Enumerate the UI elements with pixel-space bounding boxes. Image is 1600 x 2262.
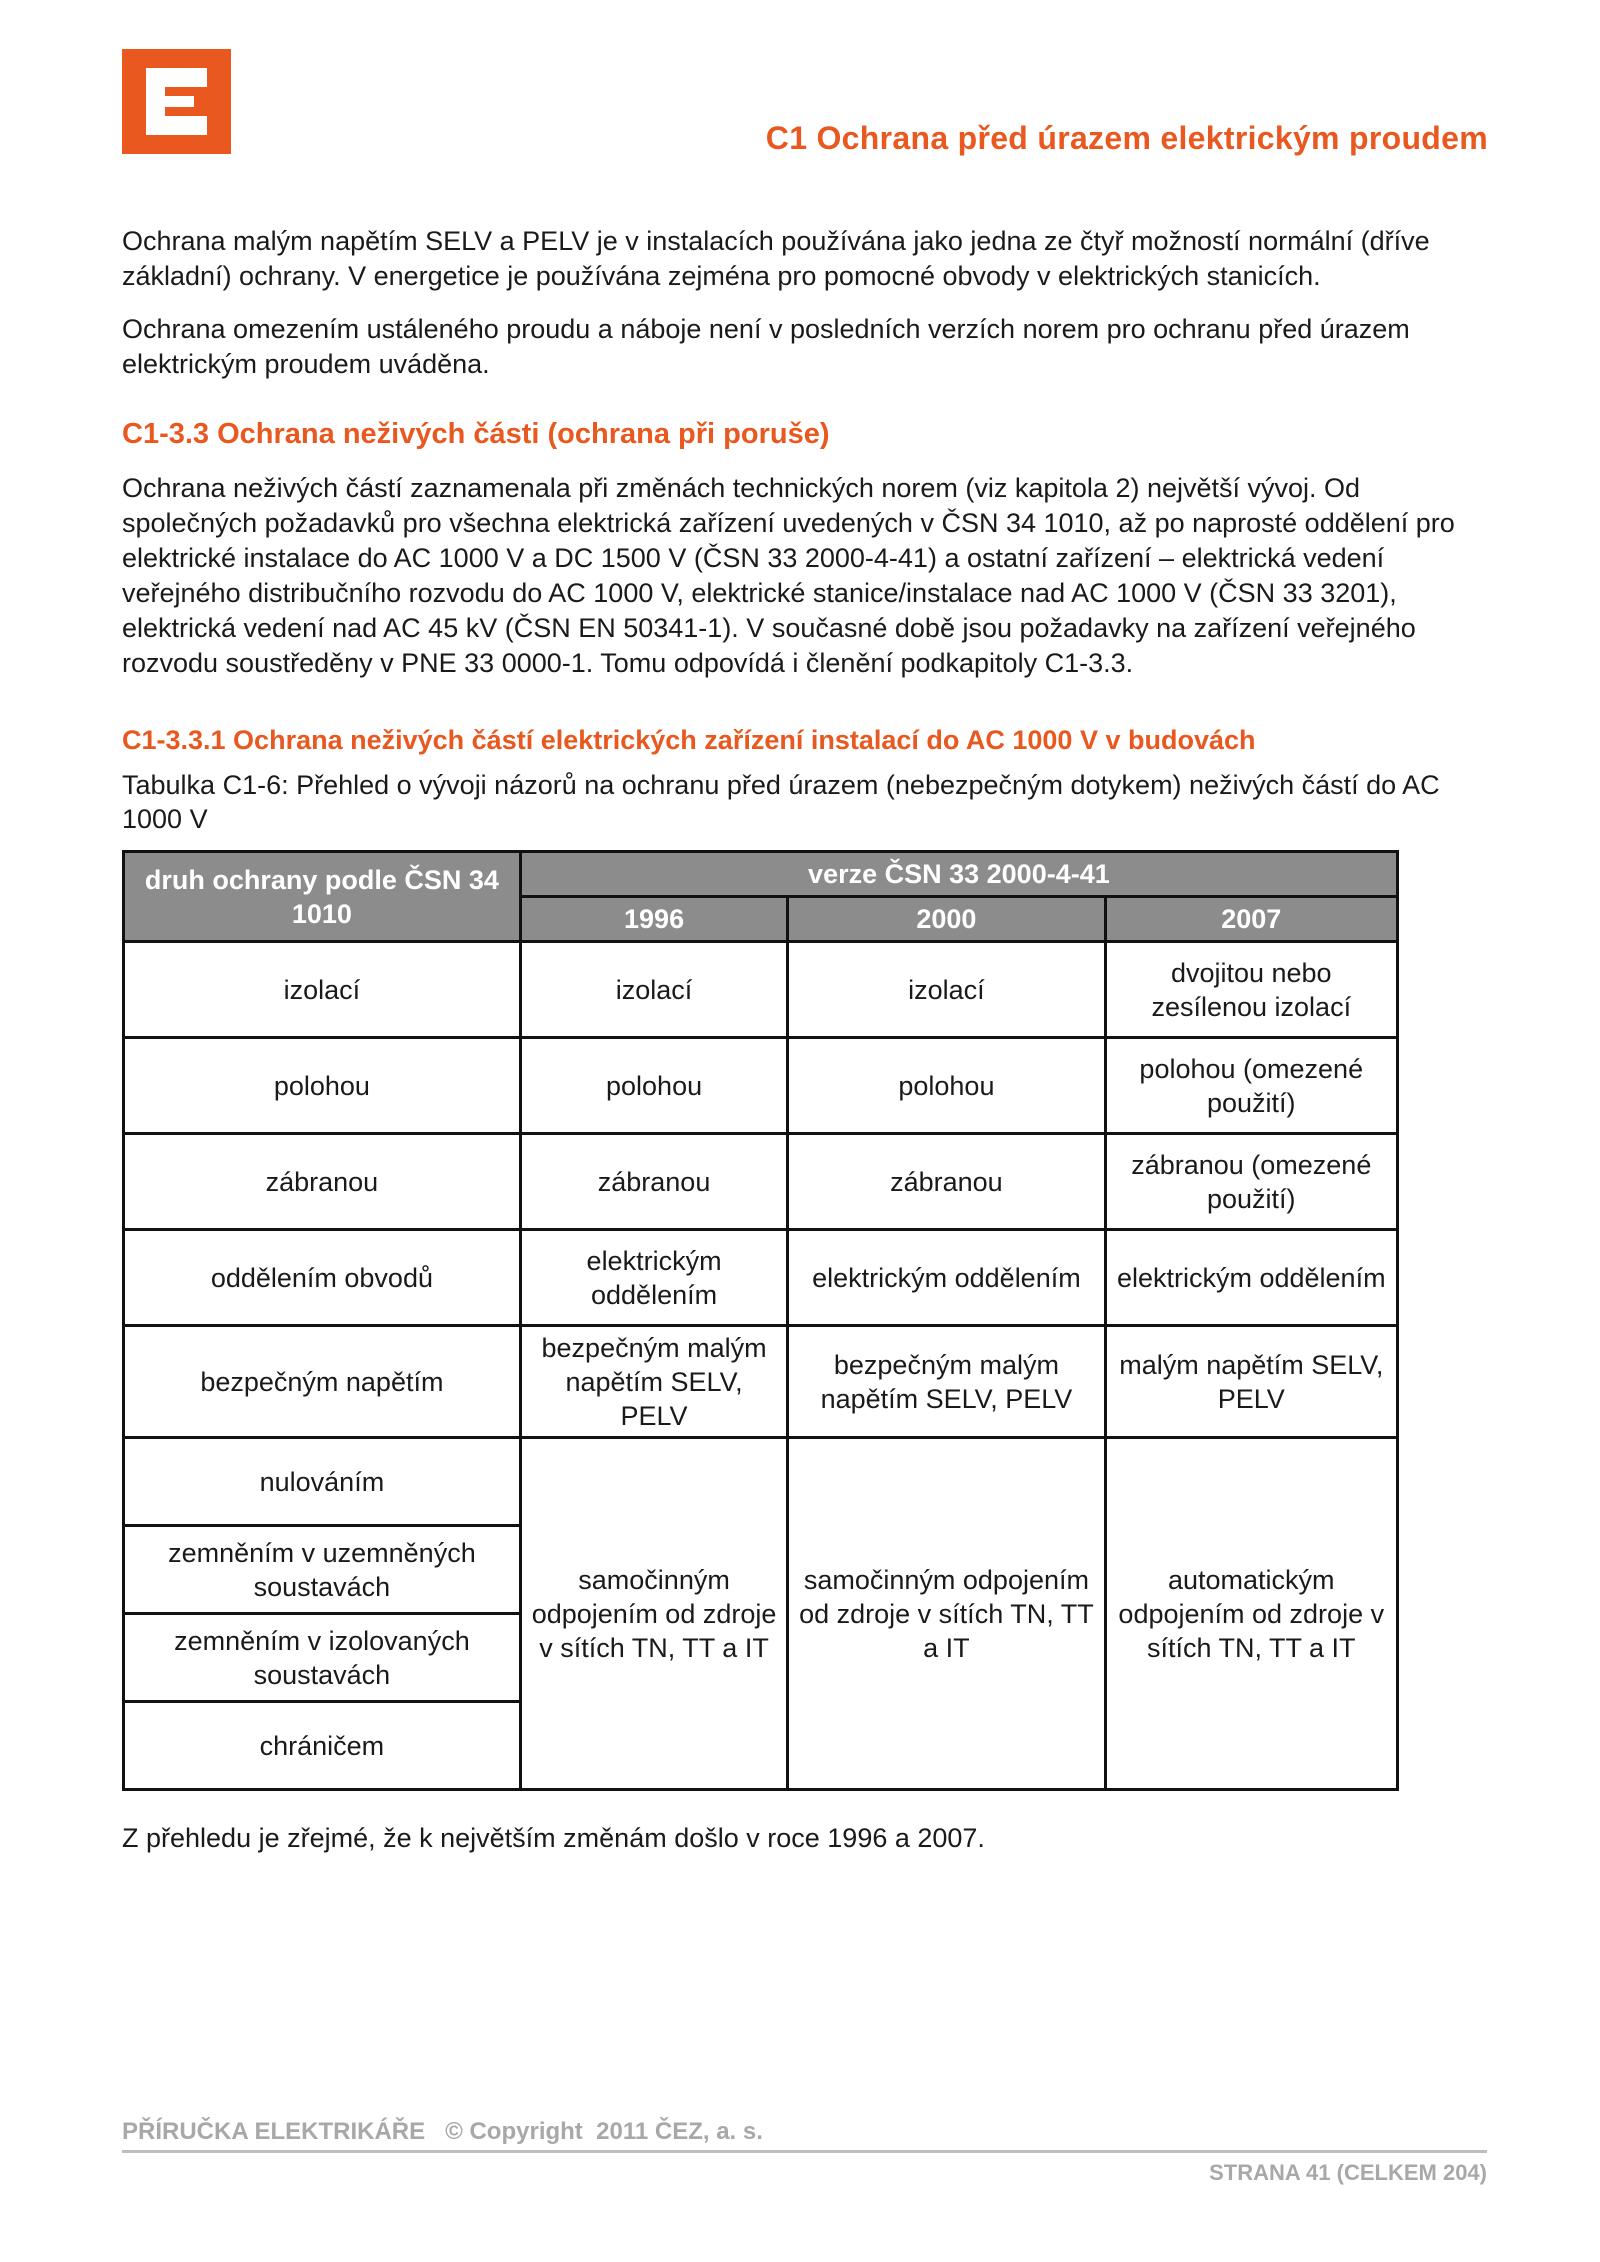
table-cell: elektrickým oddělením — [520, 1230, 787, 1326]
table-cell: elektrickým oddělením — [1105, 1230, 1397, 1326]
cez-logo — [122, 49, 231, 154]
col-header-year: 2007 — [1105, 897, 1397, 942]
table-cell: dvojitou nebo zesílenou izolací — [1105, 942, 1397, 1038]
table-cell: bezpečným napětím — [124, 1326, 521, 1438]
table-row — [124, 1326, 1398, 1438]
protection-table — [122, 850, 1399, 1791]
section-paragraph: Ochrana neživých částí zaznamenala při změnách technických norem (viz kapitola 2) největší vývoj. Od společných požadavků pro všechna elektrická zařízení uvedených v ČSN 34 1010, až po naprosté oddělení pro elektrické instalace do AC 1000 V a DC 1500 V (ČSN 33 2000-4-41) a ostatní zařízení – elektrická vedení veřejného distribučního rozvodu do AC 1000 V, elektrické stanice/instalace nad AC 1000 V (ČSN 33 3201), elektrická vedení nad AC 45 kV (ČSN EN 50341-1). V současné době jsou požadavky na zařízení veřejného rozvodu soustředěny v PNE 33 0000-1. Tomu odpovídá i členění podkapitoly C1-3.3. — [122, 473, 1455, 678]
table-row — [124, 942, 1398, 1038]
table-cell: polohou — [788, 1038, 1105, 1134]
closing-paragraph: Z přehledu je zřejmé, že k největším změnám došlo v roce 1996 a 2007. — [122, 1823, 985, 1853]
table-cell: zábranou — [124, 1134, 521, 1230]
section-heading: C1-3.3 Ochrana neživých části (ochrana při poruše) — [122, 418, 830, 450]
table-cell: zábranou — [520, 1134, 787, 1230]
col-header-year: 1996 — [520, 897, 787, 942]
table-cell: polohou (omezené použití) — [1105, 1038, 1397, 1134]
footer-page-number: STRANA 41 (CELKEM 204) — [1209, 2160, 1487, 2185]
footer-copyright: PŘÍRUČKA ELEKTRIKÁŘE © Copyright 2011 ČEZ, a. s. — [122, 2118, 763, 2145]
table-cell: elektrickým oddělením — [788, 1230, 1105, 1326]
col-header-group-version: verze ČSN 33 2000-4-41 — [520, 852, 1397, 897]
table-cell: zemněním v uzemněných soustavách — [124, 1526, 521, 1614]
table-cell: bezpečným malým napětím SELV, PELV — [520, 1326, 787, 1438]
footer-divider — [122, 2150, 1487, 2153]
table-cell: izolací — [124, 942, 521, 1038]
table-row — [124, 1230, 1398, 1326]
table-row — [124, 1134, 1398, 1230]
table-row — [124, 1438, 1398, 1526]
col-header-year: 2000 — [788, 897, 1105, 942]
table-cell: nulováním — [124, 1438, 521, 1526]
page-title: C1 Ochrana před úrazem elektrickým proudem — [765, 120, 1488, 156]
table-cell-merged: samočinným odpojením od zdroje v sítích TN, TT a IT — [520, 1438, 787, 1790]
table-header-row — [124, 852, 1398, 897]
table-cell: zemněním v izolovaných soustavách — [124, 1614, 521, 1702]
table-cell: malým napětím SELV, PELV — [1105, 1326, 1397, 1438]
table-cell: chráničem — [124, 1702, 521, 1790]
table-row — [124, 1038, 1398, 1134]
subsection-heading: C1-3.3.1 Ochrana neživých částí elektrických zařízení instalací do AC 1000 V v budovách — [122, 725, 1256, 755]
table-cell: zábranou (omezené použití) — [1105, 1134, 1397, 1230]
intro-paragraph-1: Ochrana malým napětím SELV a PELV je v instalacích používána jako jedna ze čtyř možností normální (dříve základní) ochrany. V energetice je používána zejména pro pomocné obvody v elektrických stanicích. — [122, 226, 1430, 291]
table-caption: Tabulka C1-6: Přehled o vývoji názorů na ochranu před úrazem (nebezpečným dotykem) neživých částí do AC 1000 V — [122, 770, 1440, 834]
table-cell-merged: samočinným odpojením od zdroje v sítích TN, TT a IT — [788, 1438, 1105, 1790]
table-cell: polohou — [124, 1038, 521, 1134]
table-cell: zábranou — [788, 1134, 1105, 1230]
table-cell: bezpečným malým napětím SELV, PELV — [788, 1326, 1105, 1438]
table-cell: izolací — [788, 942, 1105, 1038]
table-cell-merged: automatickým odpojením od zdroje v sítích TN, TT a IT — [1105, 1438, 1397, 1790]
table-cell: izolací — [520, 942, 787, 1038]
table-cell: oddělením obvodů — [124, 1230, 521, 1326]
document-body — [122, 224, 1487, 1881]
intro-paragraph-2: Ochrana omezením ustáleného proudu a náboje není v posledních verzích norem pro ochranu před úrazem elektrickým proudem uváděna. — [122, 314, 1410, 379]
col-header-protection-type: druh ochrany podle ČSN 34 1010 — [124, 852, 521, 942]
table-cell: polohou — [520, 1038, 787, 1134]
